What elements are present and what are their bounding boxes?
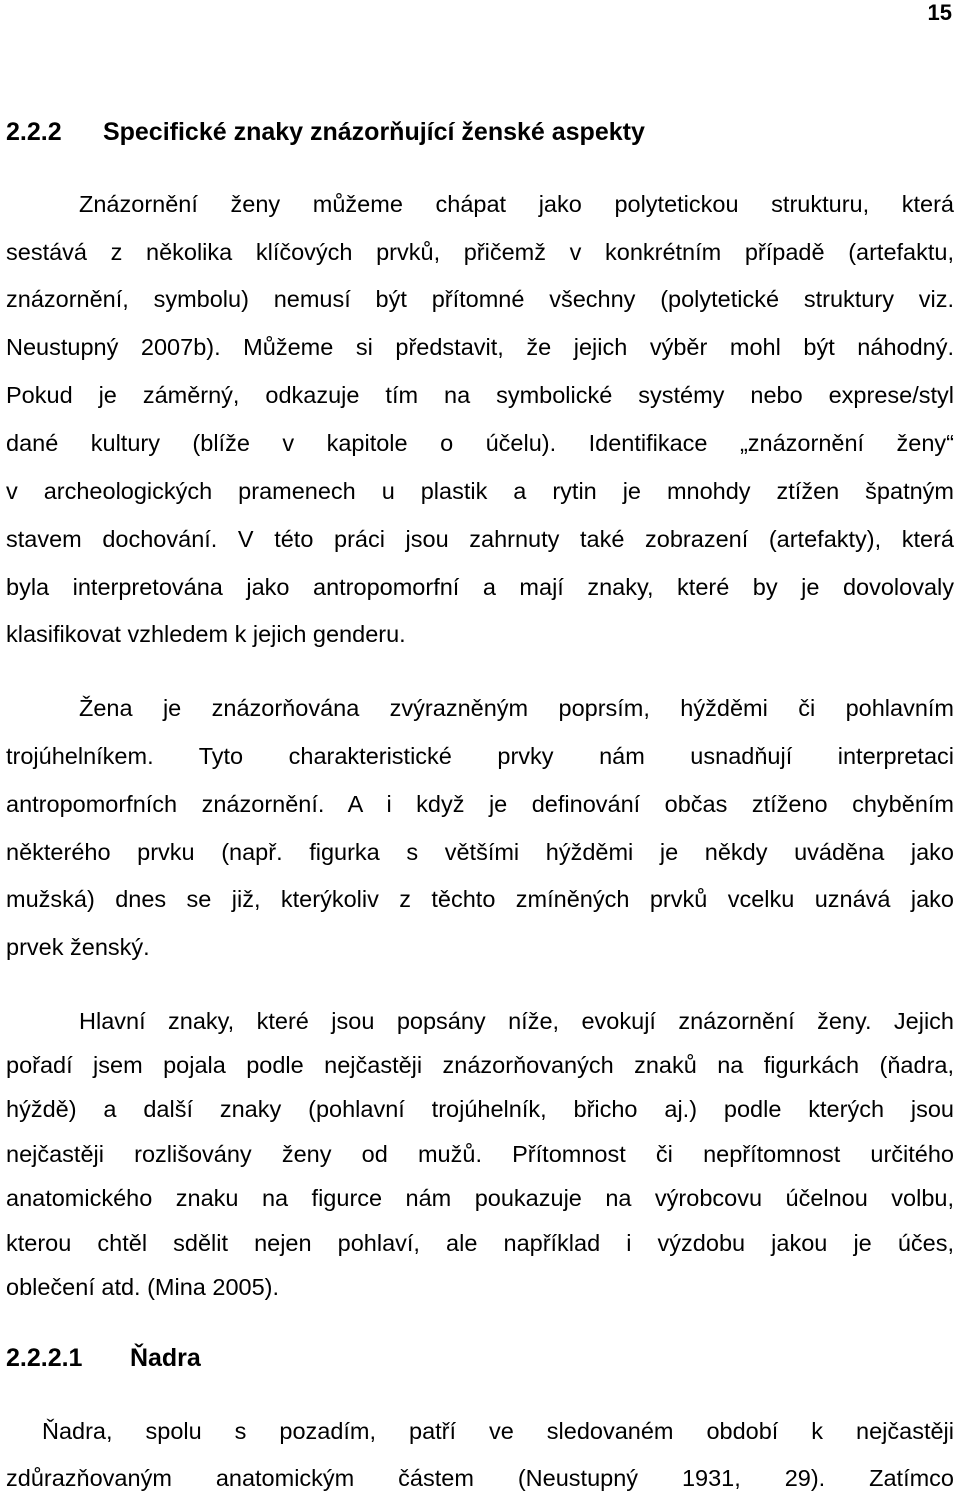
text-line: oblečení atd. (Mina 2005). xyxy=(6,1274,280,1300)
text-line: klasifikovat vzhledem k jejich genderu. xyxy=(6,621,406,647)
text-line: nejčastěji rozlišovány ženy od mužů. Přítomnost či nepřítomnost určitého xyxy=(6,1141,954,1167)
text-line: v archeologických pramenech u plastik a rytin je mnohdy ztížen špatným xyxy=(6,478,954,504)
text-line: mužská) dnes se již, kterýkoliv z těchto zmíněných prvků vcelku uznává jako xyxy=(6,886,954,912)
text-line: Neustupný 2007b). Můžeme si představit, že jejich výběr mohl být náhodný. xyxy=(6,334,954,360)
section-heading xyxy=(6,117,645,147)
text-line: Pokud je záměrný, odkazuje tím na symbolické systémy nebo exprese/styl xyxy=(6,382,954,408)
text-line: anatomického znaku na figurce nám poukazuje na výrobcovu účelnou volbu, xyxy=(6,1185,954,1211)
text-line: trojúhelníkem. Tyto charakteristické prvky nám usnadňují interpretaci xyxy=(6,743,954,769)
text-line: Znázornění ženy můžeme chápat jako polytetickou strukturu, která xyxy=(79,191,954,217)
section-title: Specifické znaky znázorňující ženské aspekty xyxy=(102,118,645,146)
text-line: Žena je znázorňována zvýrazněným poprsím, hýžděmi či pohlavním xyxy=(79,695,954,721)
text-line: hýždě) a další znaky (pohlavní trojúhelník, břicho aj.) podle kterých jsou xyxy=(6,1096,954,1122)
section-number: 2.2.2 xyxy=(6,118,62,146)
subsection-heading xyxy=(6,1343,201,1373)
text-line: některého prvku (např. figurka s většími hýžděmi je někdy uváděna jako xyxy=(6,839,954,865)
text-line: znázornění, symbolu) nemusí být přítomné všechny (polytetické struktury viz. xyxy=(6,286,954,312)
text-line: zdůrazňovaným anatomickým částem (Neustupný 1931, 29). Zatímco xyxy=(6,1465,954,1491)
text-line: sestává z několika klíčových prvků, přičemž v konkrétním případě (artefaktu, xyxy=(6,239,954,265)
subsection-number: 2.2.2.1 xyxy=(6,1344,83,1372)
text-line: Hlavní znaky, které jsou popsány níže, evokují znázornění ženy. Jejich xyxy=(79,1008,954,1034)
subsection-title: Ňadra xyxy=(129,1344,201,1372)
text-line: kterou chtěl sdělit nejen pohlaví, ale například i výzdobu jakou je účes, xyxy=(6,1230,954,1256)
text-line: pořadí jsem pojala podle nejčastěji znázorňovaných znaků na figurkách (ňadra, xyxy=(6,1052,954,1078)
text-line: Ňadra, spolu s pozadím, patří ve sledovaném období k nejčastěji xyxy=(42,1418,954,1444)
text-line: byla interpretována jako antropomorfní a mají znaky, které by je dovolovaly xyxy=(6,574,954,600)
text-line: stavem dochování. V této práci jsou zahrnuty také zobrazení (artefakty), která xyxy=(6,526,954,552)
text-line: antropomorfních znázornění. A i když je definování občas ztíženo chyběním xyxy=(6,791,954,817)
page-number: 15 xyxy=(927,0,952,25)
text-line: dané kultury (blíže v kapitole o účelu). Identifikace „znázornění ženy“ xyxy=(6,430,954,456)
text-line: prvek ženský. xyxy=(6,934,150,960)
